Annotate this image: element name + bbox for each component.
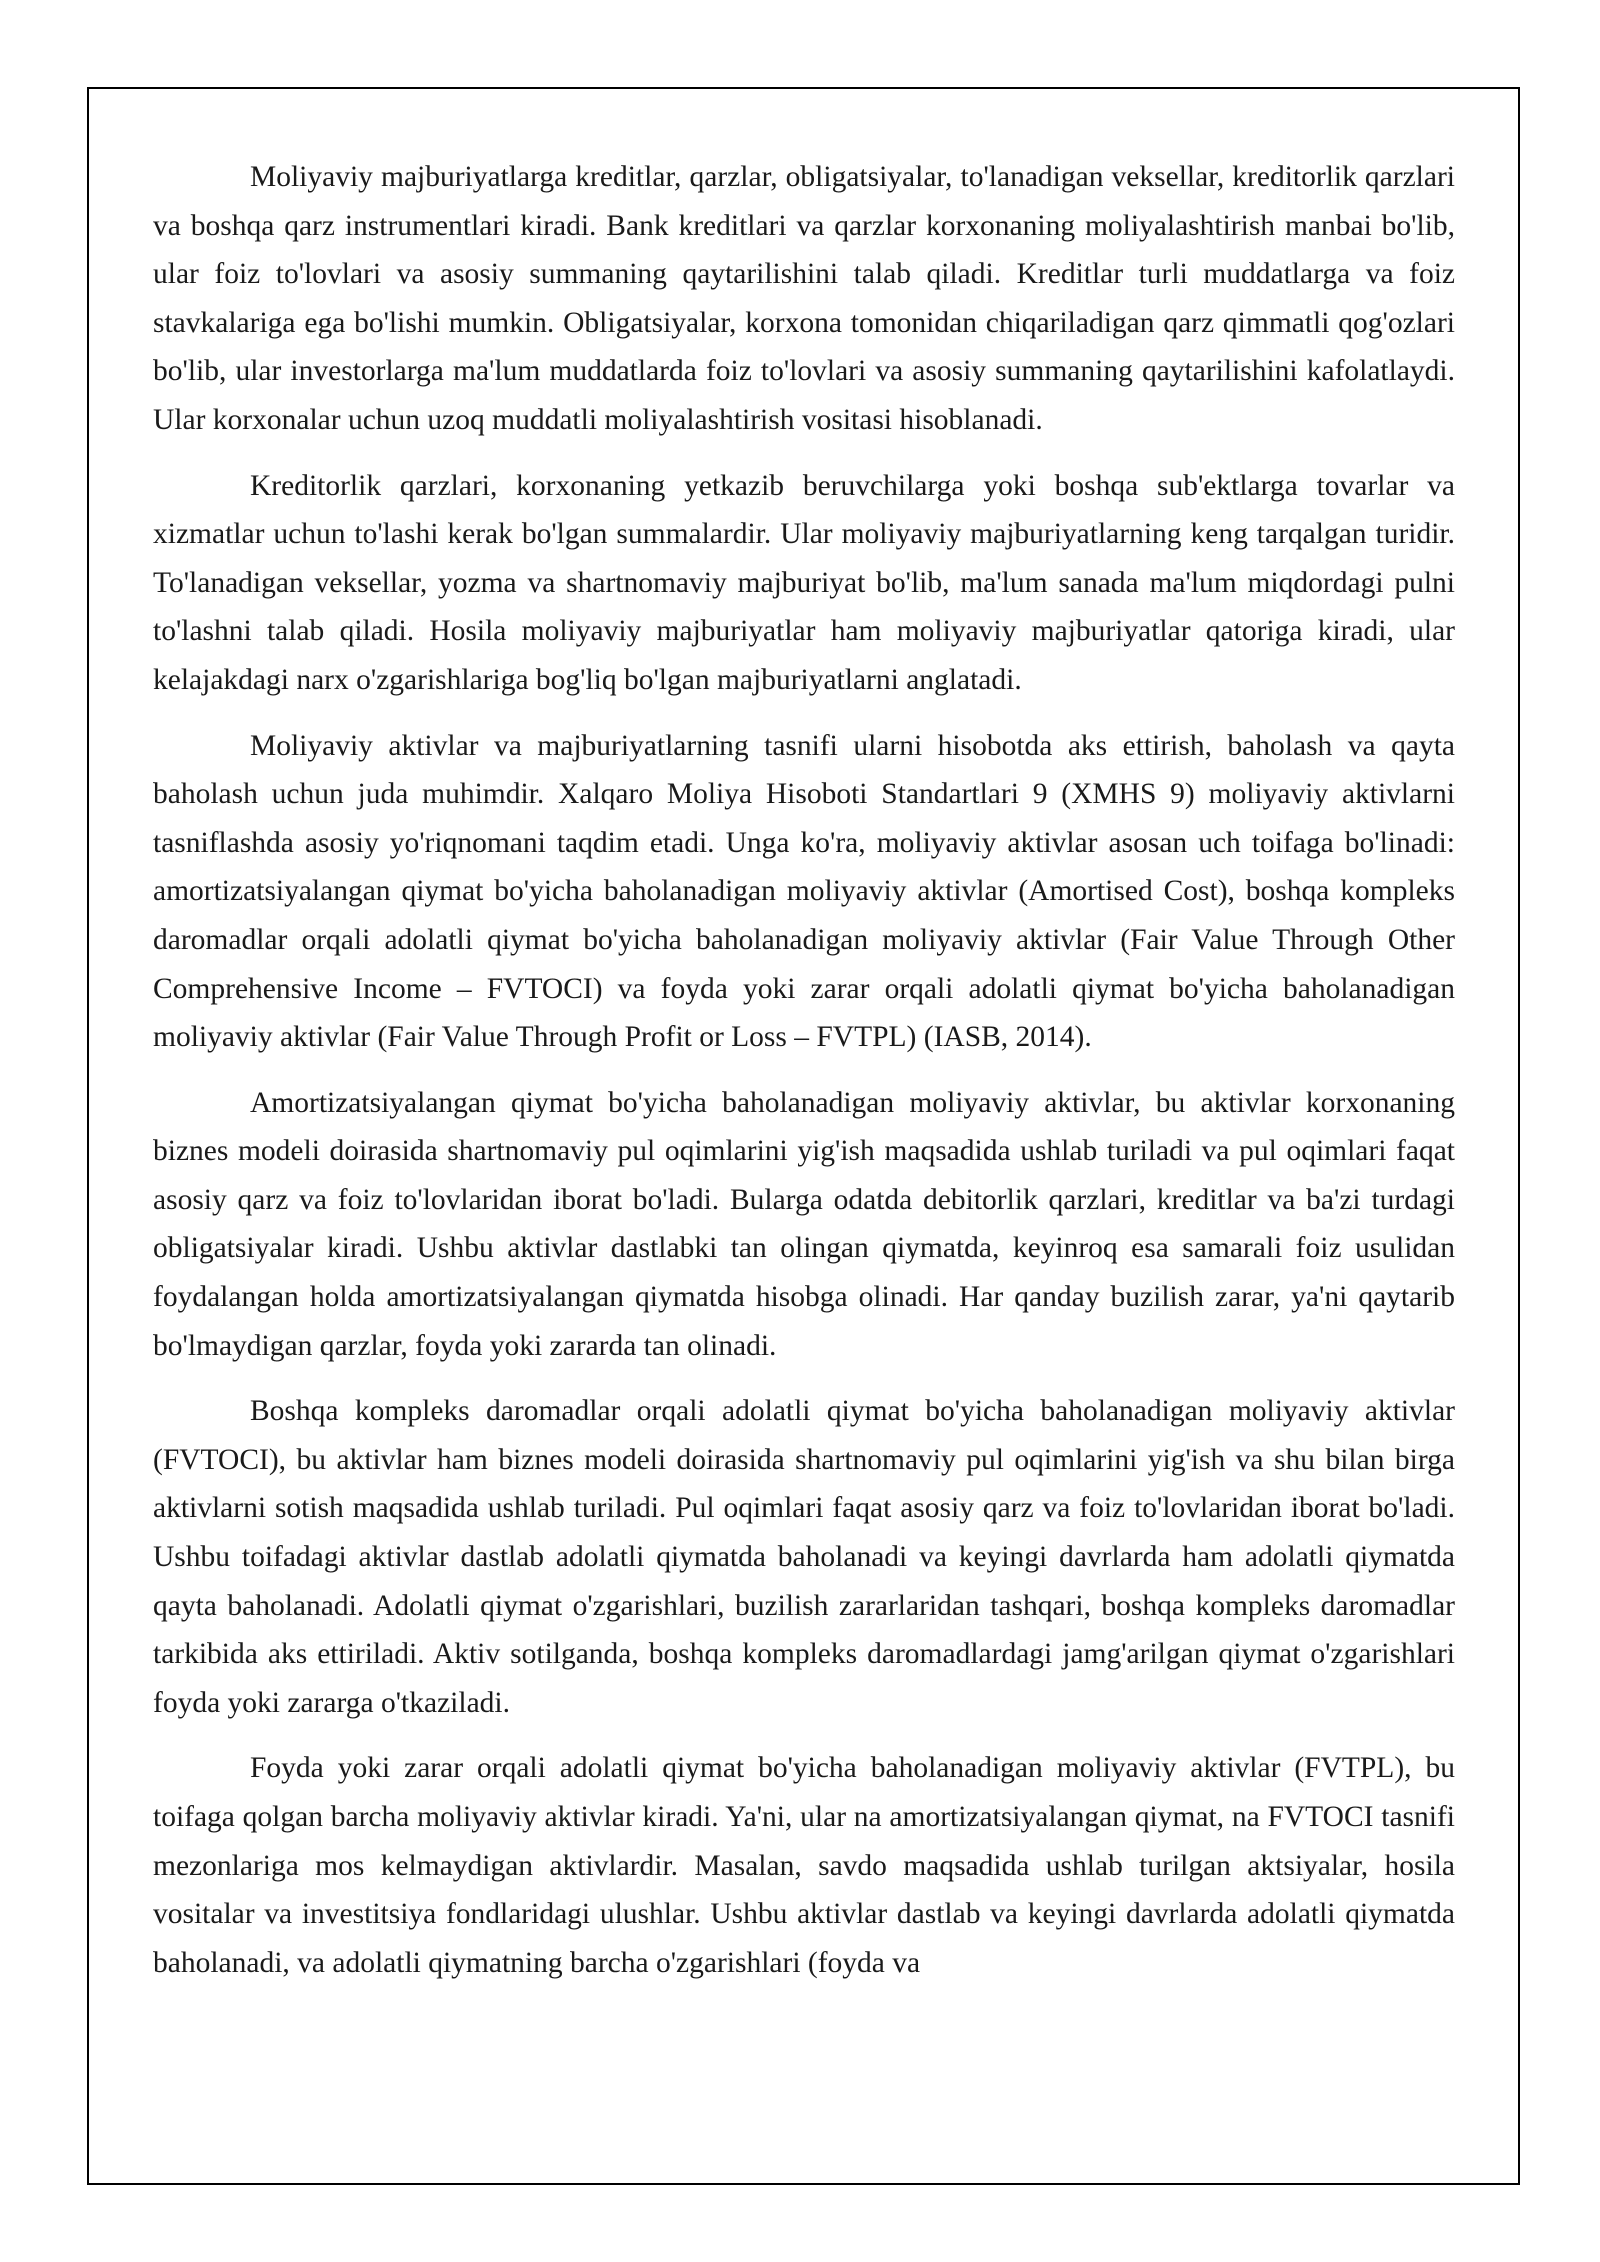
paragraph-classification: Moliyaviy aktivlar va majburiyatlarning tasnifi ularni hisobotda aks ettirish, baholash va qayta baholash uchun juda muhimdir. Xalqaro Moliya Hisoboti Standartlari 9 (XMHS 9) moliyaviy aktivlarni tasniflashda asosiy yo'riqnomani taqdim etadi. Unga ko'ra, moliyaviy aktivlar asosan uch toifaga bo'linadi: amortizatsiyalangan qiymat bo'yicha baholanadigan moliyaviy aktivlar (Amortised Cost), boshqa kompleks daromadlar orqali adolatli qiymat bo'yicha baholanadigan moliyaviy aktivlar (Fair Value Through Other Comprehensive Income – FVTOCI) va foyda yoki zarar orqali adolatli qiymat bo'yicha baholanadigan moliyaviy aktivlar (Fair Value Through Profit or Loss – FVTPL) (IASB, 2014). bbox=[153, 729, 1455, 1054]
paragraph-fvtoci: Boshqa kompleks daromadlar orqali adolatli qiymat bo'yicha baholanadigan moliyaviy aktivlar (FVTOCI), bu aktivlar ham biznes modeli doirasida shartnomaviy pul oqimlarini yig'ish va shu bilan birga aktivlarni sotish maqsadida ushlab turiladi. Pul oqimlari faqat asosiy qarz va foiz to'lovlaridan iborat bo'ladi. Ushbu toifadagi aktivlar dastlab adolatli qiymatda baholanadi va keyingi davrlarda ham adolatli qiymatda qayta baholanadi. Adolatli qiymat o'zgarishlari, buzilish zararlaridan tashqari, boshqa kompleks daromadlar tarkibida aks ettiriladi. Aktiv sotilganda, boshqa kompleks daromadlardagi jamg'arilgan qiymat o'zgarishlari foyda yoki zararga o'tkaziladi. bbox=[153, 1395, 1455, 1719]
paragraph-fvtpl: Foyda yoki zarar orqali adolatli qiymat bo'yicha baholanadigan moliyaviy aktivlar (FVTPL), bu toifaga qolgan barcha moliyaviy aktivlar kiradi. Ya'ni, ular na amortizatsiyalangan qiymat, na FVTOCI tasnifi mezonlariga mos kelmaydigan aktivlardir. Masalan, savdo maqsadida ushlab turilgan aktsiyalar, hosila vositalar va investitsiya fondlaridagi ulushlar. Ushbu aktivlar dastlab va keyingi davrlarda adolatli qiymatda baholanadi, va adolatli qiymatning barcha o'zgarishlari (foyda va bbox=[153, 1752, 1455, 1979]
paragraph-amortised-cost: Amortizatsiyalangan qiymat bo'yicha baholanadigan moliyaviy aktivlar, bu aktivlar korxonaning biznes modeli doirasida shartnomaviy pul oqimlarini yig'ish maqsadida ushlab turiladi va pul oqimlari faqat asosiy qarz va foiz to'lovlaridan iborat bo'ladi. Bularga odatda debitorlik qarzlari, kreditlar va ba'zi turdagi obligatsiyalar kiradi. Ushbu aktivlar dastlabki tan olingan qiymatda, keyinroq esa samarali foiz usulidan foydalangan holda amortizatsiyalangan qiymatda hisobga olinadi. Har qanday buzilish zarar, ya'ni qaytarib bo'lmaydigan qarzlar, foyda yoki zararda tan olinadi. bbox=[153, 1086, 1455, 1362]
paragraph-financial-liabilities: Moliyaviy majburiyatlarga kreditlar, qarzlar, obligatsiyalar, to'lanadigan veksellar, kreditorlik qarzlari va boshqa qarz instrumentlari kiradi. Bank kreditlari va qarzlar korxonaning moliyalashtirish manbai bo'lib, ular foiz to'lovlari va asosiy summaning qaytarilishini talab qiladi. Kreditlar turli muddatlarga va foiz stavkalariga ega bo'lishi mumkin. Obligatsiyalar, korxona tomonidan chiqariladigan qarz qimmatli qog'ozlari bo'lib, ular investorlarga ma'lum muddatlarda foiz to'lovlari va asosiy summaning qaytarilishini kafolatlaydi. Ular korxonalar uchun uzoq muddatli moliyalashtirish vositasi hisoblanadi. bbox=[153, 161, 1455, 436]
paragraph-accounts-payable: Kreditorlik qarzlari, korxonaning yetkazib beruvchilarga yoki boshqa sub'ektlarga tovarlar va xizmatlar uchun to'lashi kerak bo'lgan summalardir. Ular moliyaviy majburiyatlarning keng tarqalgan turidir. To'lanadigan veksellar, yozma va shartnomaviy majburiyat bo'lib, ma'lum sanada ma'lum miqdordagi pulni to'lashni talab qiladi. Hosila moliyaviy majburiyatlar ham moliyaviy majburiyatlar qatoriga kiradi, ular kelajakdagi narx o'zgarishlariga bog'liq bo'lgan majburiyatlarni anglatadi. bbox=[153, 469, 1455, 696]
document-body bbox=[153, 153, 1455, 2004]
